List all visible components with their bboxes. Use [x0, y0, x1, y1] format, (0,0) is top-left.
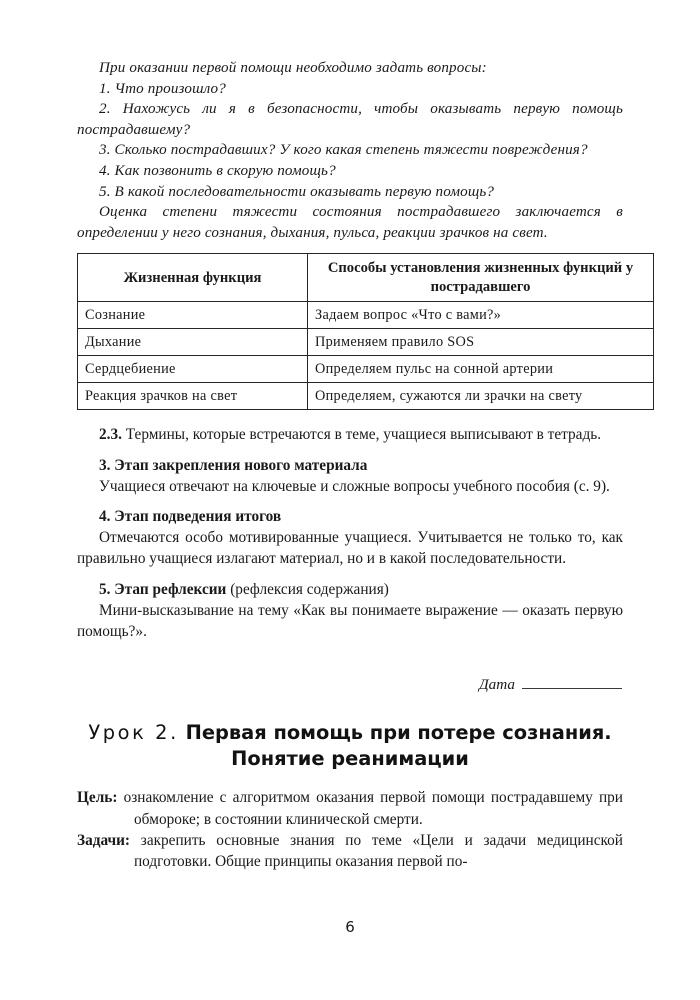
- table-header-row: [78, 254, 654, 302]
- table-row: [78, 302, 654, 329]
- intro-questions-block: [77, 58, 623, 243]
- lesson-goals-block: [77, 787, 623, 873]
- intro-assessment-note: Оценка степени тяжести состояния пострадавшего заключается в определении у него сознания, дыхания, пульса, реакции зрачков на свет.: [77, 204, 623, 241]
- stage-5-paragraph: Мини-высказывание на тему «Как вы понимаете выражение — оказать первую помощь?».: [77, 601, 623, 640]
- item-2-3-paragraph: [77, 424, 623, 445]
- stage-5-heading: [77, 579, 623, 600]
- goal-tasks-label: Задачи:: [77, 831, 131, 849]
- item-2-3-text: Термины, которые встречаются в теме, учащиеся выписывают в тетрадь.: [121, 426, 602, 444]
- stage-3-paragraph: Учащиеся отвечают на ключевые и сложные вопросы учебного пособия (с. 9).: [99, 477, 610, 495]
- table-cell-method: Определяем пульс на сонной артерии: [308, 356, 654, 383]
- goal-aim: [77, 787, 623, 830]
- date-label: Дата: [478, 676, 515, 694]
- stage-4-paragraph: Отмечаются особо мотивированные учащиеся. Учитывается не только то, как правильно учащиеся излагают материал, но и в какой последовательности.: [77, 529, 623, 568]
- goal-aim-label: Цель:: [77, 789, 118, 807]
- intro-question-3: 3. Сколько пострадавших? У кого какая степень тяжести повреждения?: [99, 142, 588, 159]
- goal-tasks: [77, 830, 623, 873]
- table-row: [78, 356, 654, 383]
- stage-4-heading: 4. Этап подведения итогов: [99, 507, 282, 525]
- intro-question-2: 2. Нахожусь ли я в безопасности, чтобы оказывать первую помощь пострадавшему?: [77, 101, 623, 138]
- table-cell-method: Определяем, сужаются ли зрачки на свету: [308, 383, 654, 410]
- intro-question-4: 4. Как позвонить в скорую помощь?: [99, 162, 336, 179]
- table-cell-function: Реакция зрачков на свет: [78, 383, 308, 410]
- page-content: [77, 58, 634, 873]
- lesson-title: [77, 720, 623, 772]
- table-cell-method: Задаем вопрос «Что с вами?»: [308, 302, 654, 329]
- table-row: [78, 329, 654, 356]
- intro-question-1: 1. Что произошло?: [99, 80, 226, 97]
- intro-question-5: 5. В какой последовательности оказывать первую помощь?: [99, 183, 495, 200]
- goal-tasks-text: закрепить основные знания по теме «Цели и задачи медицинской подготовки. Общие принципы оказания первой по-: [130, 831, 623, 871]
- page-number: 6: [345, 918, 355, 936]
- stage-3-heading: 3. Этап закрепления нового материала: [99, 456, 368, 474]
- stage-5-heading-rest: (рефлексия содержания): [226, 580, 389, 598]
- table-row: [78, 383, 654, 410]
- vital-functions-table: [77, 253, 654, 410]
- lesson-stages-block: [77, 424, 623, 642]
- table-cell-method: Применяем правило SOS: [308, 329, 654, 356]
- item-2-3-number: 2.3.: [99, 426, 122, 444]
- table-header-methods: Способы установления жизненных функций у пострадавшего: [308, 254, 654, 302]
- intro-lead-line: При оказании первой помощи необходимо задать вопросы:: [99, 60, 487, 76]
- date-line: [77, 676, 623, 694]
- goal-aim-text: ознакомление с алгоритмом оказания первой помощи пострадавшему при обмороке; в состоянии клинической смерти.: [117, 789, 623, 828]
- date-blank-rule[interactable]: [522, 676, 622, 689]
- stage-5-heading-bold: 5. Этап рефлексии: [99, 580, 227, 598]
- table-cell-function: Сознание: [78, 302, 308, 329]
- vital-functions-table-wrapper: [77, 253, 634, 410]
- lesson-name: Первая помощь при потере сознания. Понятие реанимации: [178, 721, 612, 771]
- lesson-number: Урок 2.: [88, 721, 179, 745]
- table-header-function: Жизненная функция: [78, 254, 308, 302]
- table-cell-function: Дыхание: [78, 329, 308, 356]
- table-cell-function: Сердцебиение: [78, 356, 308, 383]
